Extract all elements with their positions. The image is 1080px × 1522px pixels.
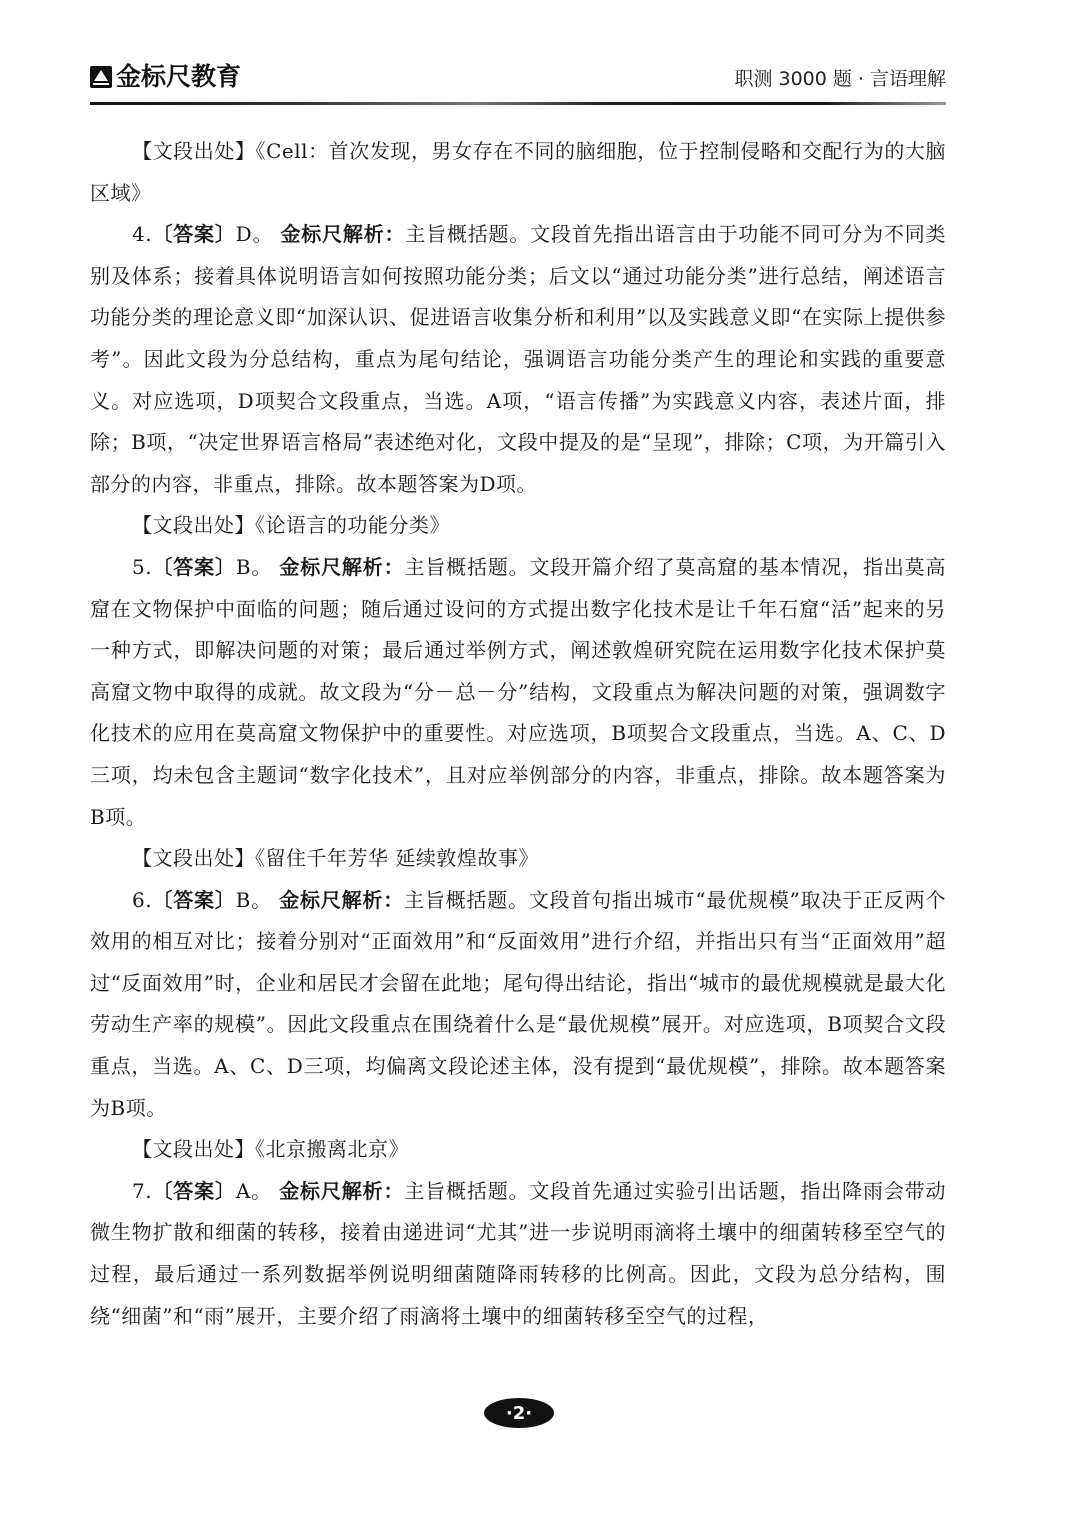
source-paragraph	[90, 838, 946, 880]
brand-name: 金标尺教育	[116, 62, 242, 91]
answer-paragraph	[90, 214, 946, 505]
answer-label: 〔答案〕	[152, 222, 236, 247]
analysis-label: 金标尺解析：	[279, 887, 405, 912]
answer-value: D。	[235, 222, 274, 247]
question-number: 4.	[132, 222, 153, 247]
page-content	[90, 131, 946, 1337]
book-title: 职测 3000 题 · 言语理解	[734, 68, 946, 90]
answer-label: 〔答案〕	[152, 554, 236, 579]
page-header	[90, 58, 946, 104]
source-title: 《Cell：首次发现，男女存在不同的脑细胞，位于控制侵略和交配行为的大脑区域》	[90, 139, 946, 205]
analysis-label: 金标尺解析：	[279, 1178, 405, 1203]
analysis-text: 主旨概括题。文段首先指出语言由于功能不同可分为不同类别及体系；接着具体说明语言如何按照功能分类；后文以“通过功能分类”进行总结，阐述语言功能分类的理论意义即“加深认识、促进语言收集分析和利用”以及实践意义即“在实际上提供参考”。因此文段为分总结构，重点为尾句结论，强调语言功能分类产生的理论和实践的重要意义。对应选项，D项契合文段重点，当选。A项，“语言传播”为实践意义内容，表述片面，排除；B项，“决定世界语言格局”表述绝对化，文段中提及的是“呈现”，排除；C项，为开篇引入部分的内容，非重点，排除。故本题答案为D项。	[90, 222, 947, 496]
question-number: 7.	[132, 1178, 153, 1203]
analysis-label: 金标尺解析：	[279, 554, 405, 579]
answer-paragraph	[90, 1171, 946, 1337]
source-label: 【文段出处】	[132, 139, 256, 163]
source-label: 【文段出处】	[132, 1137, 255, 1162]
pyramid-logo-icon	[90, 66, 112, 88]
source-paragraph	[90, 505, 946, 547]
answer-value: B。	[235, 554, 273, 579]
header-divider	[90, 102, 946, 105]
source-title: 《留住千年芳华 延续敦煌故事》	[255, 846, 539, 871]
question-number: 6.	[132, 887, 153, 912]
answer-value: A。	[235, 1178, 272, 1203]
source-paragraph	[90, 131, 946, 214]
analysis-label: 金标尺解析：	[280, 222, 406, 247]
question-number: 5.	[132, 554, 153, 579]
source-title: 《论语言的功能分类》	[255, 513, 450, 538]
source-label: 【文段出处】	[132, 513, 255, 538]
answer-label: 〔答案〕	[152, 1178, 236, 1203]
answer-label: 〔答案〕	[152, 887, 236, 912]
answer-value: B。	[235, 887, 272, 912]
source-paragraph	[90, 1129, 946, 1171]
analysis-text: 主旨概括题。文段首句指出城市“最优规模”取决于正反两个效用的相互对比；接着分别对“正面效用”和“反面效用”进行介绍，并指出只有当“正面效用”超过“反面效用”时，企业和居民才会留在此地；尾句得出结论，指出“城市的最优规模就是最大化劳动生产率的规模”。因此文段重点在围绕着什么是“最优规模”展开。对应选项，B项契合文段重点，当选。A、C、D三项，均偏离文段论述主体，没有提到“最优规模”，排除。故本题答案为B项。	[90, 887, 947, 1120]
source-label: 【文段出处】	[132, 846, 255, 871]
answer-paragraph	[90, 880, 946, 1130]
answer-paragraph	[90, 547, 946, 838]
source-title: 《北京搬离北京》	[255, 1137, 409, 1162]
analysis-text: 主旨概括题。文段首先通过实验引出话题，指出降雨会带动微生物扩散和细菌的转移，接着由递进词“尤其”进一步说明雨滴将土壤中的细菌转移至空气的过程，最后通过一系列数据举例说明细菌随降雨转移的比例高。因此，文段为总分结构，围绕“细菌”和“雨”展开，主要介绍了雨滴将土壤中的细菌转移至空气的过程，	[90, 1178, 947, 1328]
analysis-text: 主旨概括题。文段开篇介绍了莫高窟的基本情况，指出莫高窟在文物保护中面临的问题；随后通过设问的方式提出数字化技术是让千年石窟“活”起来的另一种方式，即解决问题的对策；最后通过举例方式，阐述敦煌研究院在运用数字化技术保护莫高窟文物中取得的成就。故文段为“分－总－分”结构，文段重点为解决问题的对策，强调数字化技术的应用在莫高窟文物保护中的重要性。对应选项，B项契合文段重点，当选。A、C、D三项，均未包含主题词“数字化技术”，且对应举例部分的内容，非重点，排除。故本题答案为B项。	[90, 554, 947, 829]
page-number: ·2·	[484, 1398, 554, 1428]
brand-logo	[90, 62, 241, 92]
